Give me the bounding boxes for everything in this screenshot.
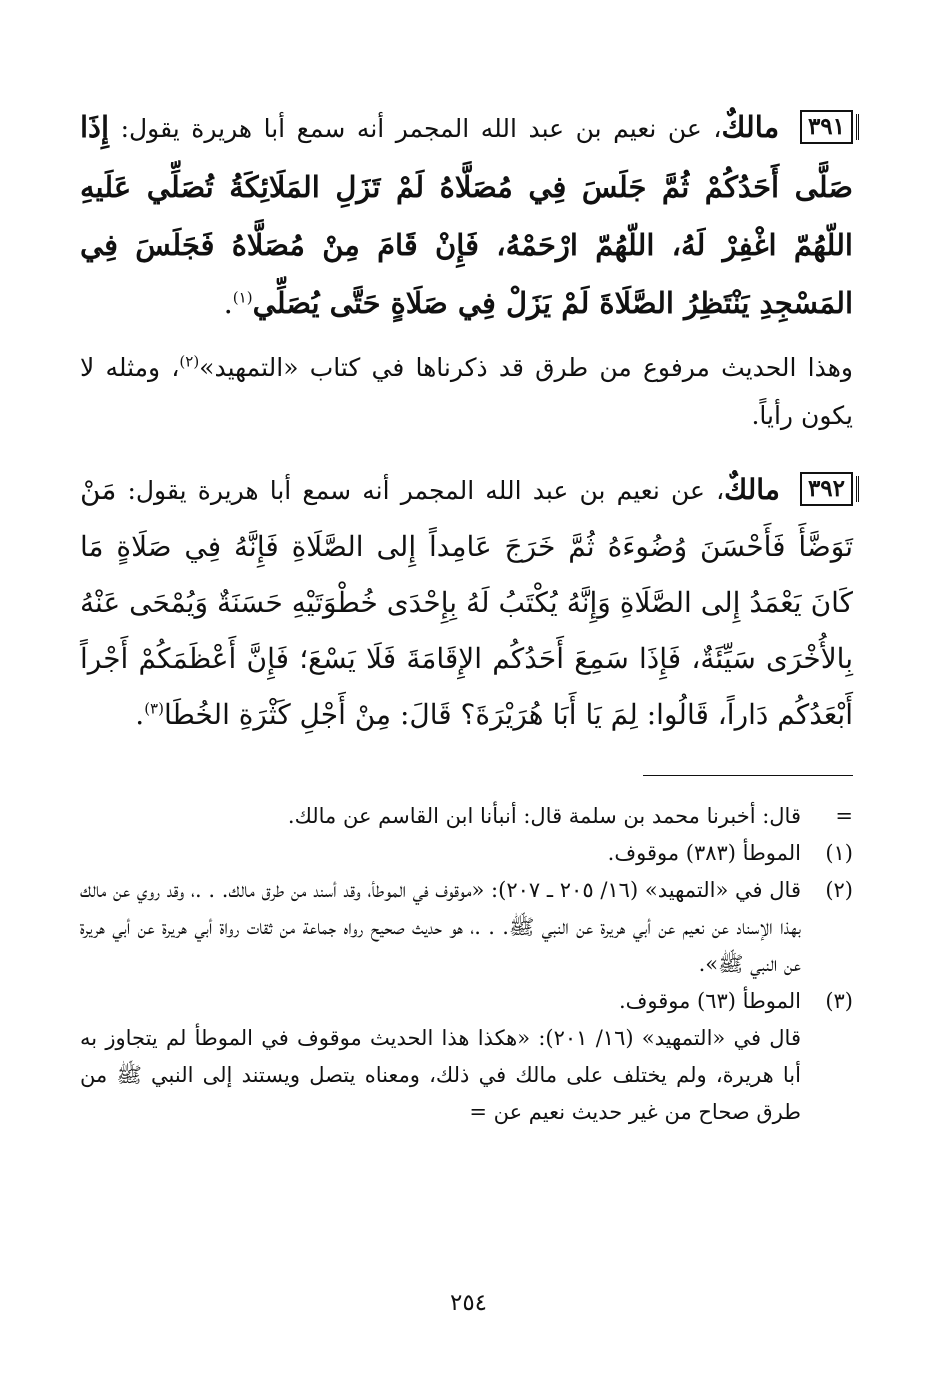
footnote-mark: (١) xyxy=(825,841,853,865)
footnote-item xyxy=(80,872,853,983)
footnote-mark: = xyxy=(835,804,853,828)
hadith-391 xyxy=(80,98,853,332)
footnote-continuation: قال في «التمهيد» (١٦/ ٢٠١): «هكذا هذا الحديث موقوف في الموطأ لم يتجاوز به أبا هريرة، ولم يختلف على مالك في ذلك، ومعناه يتصل ويستند إلى النبي ﷺ من طرق صحاح من غير حديث نعيم عن = xyxy=(80,1026,801,1124)
hadith-number-392: ٣٩٢ xyxy=(800,472,853,506)
footnote-divider xyxy=(643,775,853,776)
commentary-paragraph xyxy=(80,344,853,440)
footnote-mark: (٣) xyxy=(825,989,853,1013)
footnote-ref-1[interactable]: (١) xyxy=(232,288,253,307)
footnote-item xyxy=(80,835,853,872)
page-number: ٢٥٤ xyxy=(449,1290,488,1316)
footnote-text: الموطأ (٣٨٣) موقوف. xyxy=(607,841,801,865)
hadith-intro: ، عن نعيم بن عبد الله المجمر أنه سمع أبا هريرة يقول: xyxy=(109,114,722,143)
page-body xyxy=(80,98,853,1358)
footnote-item xyxy=(80,798,853,835)
narrator-name: مالكٌ xyxy=(724,473,780,506)
commentary-text: وهذا الحديث مرفوع من طرق قد ذكرناها في كتاب «التمهيد» xyxy=(199,353,853,382)
commentary-text-end: ، ومثله لا يكون رأياً. xyxy=(80,353,853,430)
footnote-mark: (٢) xyxy=(825,878,853,902)
hadith-392 xyxy=(80,462,853,743)
footnote-ref-3[interactable]: (٣) xyxy=(144,699,164,718)
hadith-matn: مَنْ تَوَضَّأَ فَأَحْسَنَ وُضُوءَهُ ثُمَّ خَرَجَ عَامِداً إِلى الصَّلَاةِ فَإِنَّهُ فِي صَلَاةٍ مَا كَانَ يَعْمَدُ إِلى الصَّلَاةِ وَإِنَّهُ يُكْتَبُ لَهُ بِإِحْدَى خُطْوَتَيْهِ حَسَنَةٌ وَيُمْحَى عَنْهُ بِالأُخْرَى سَيِّئَةٌ، فَإِذَا سَمِعَ أَحَدُكُم الإِقَامَةَ فَلَا يَسْعَ؛ فَإِنَّ أَعْظَمَكُمْ أَجْراً أَبْعَدُكُم دَاراً، قَالُوا: لِمَ يَا أَبَا هُرَيْرَةَ؟ قَالَ: مِنْ أَجْلِ كَثْرَةِ الخُطَا xyxy=(80,473,853,731)
hadith-intro: ، عن نعيم بن عبد الله المجمر أنه سمع أبا هريرة يقول: xyxy=(116,476,725,505)
narrator-name: مالكٌ xyxy=(721,110,780,144)
hadith-matn: إِذَا صَلَّى أَحَدُكُمْ ثُمَّ جَلَسَ فِي مُصَلَّاهُ لَمْ تَزَلِ المَلَائِكَةُ تُصَلِّي عَلَيهِ اللّهُمّ اغْفِرْ لَهُ، اللّهُمّ ارْحَمْهُ، فَإِنْ قَامَ مِنْ مُصَلَّاهُ فَجَلَسَ فِي المَسْجِدِ يَنْتَظِرُ الصَّلَاةَ لَمْ يَزَلْ فِي صَلَاةٍ حَتَّى يُصَلِّي xyxy=(80,110,853,320)
footnote-ref-2[interactable]: (٢) xyxy=(179,352,200,371)
hadith-number-391: ٣٩١ xyxy=(800,110,853,144)
footnote-item xyxy=(80,983,853,1020)
footnotes xyxy=(80,798,853,1131)
hadith-end: . xyxy=(223,286,233,320)
footnote-text: قال: أخبرنا محمد بن سلمة قال: أنبأنا ابن القاسم عن مالك. xyxy=(287,804,801,828)
footnote-text: الموطأ (٦٣) موقوف. xyxy=(618,989,801,1013)
footnote-text: قال في «التمهيد» (١٦/ ٢٠٥ ـ ٢٠٧): «موقوف في الموطأ، وقد أسند من طرق مالك. . .، وقد روي عن مالك بهذا الإسناد عن نعيم عن أبي هريرة عن النبي ﷺ. . .، هو حديث صحيح رواه جماعة من ثقات رواة أبي هريرة عن أبي هريرة عن النبي ﷺ». xyxy=(80,878,801,976)
hadith-end: . xyxy=(135,698,145,731)
